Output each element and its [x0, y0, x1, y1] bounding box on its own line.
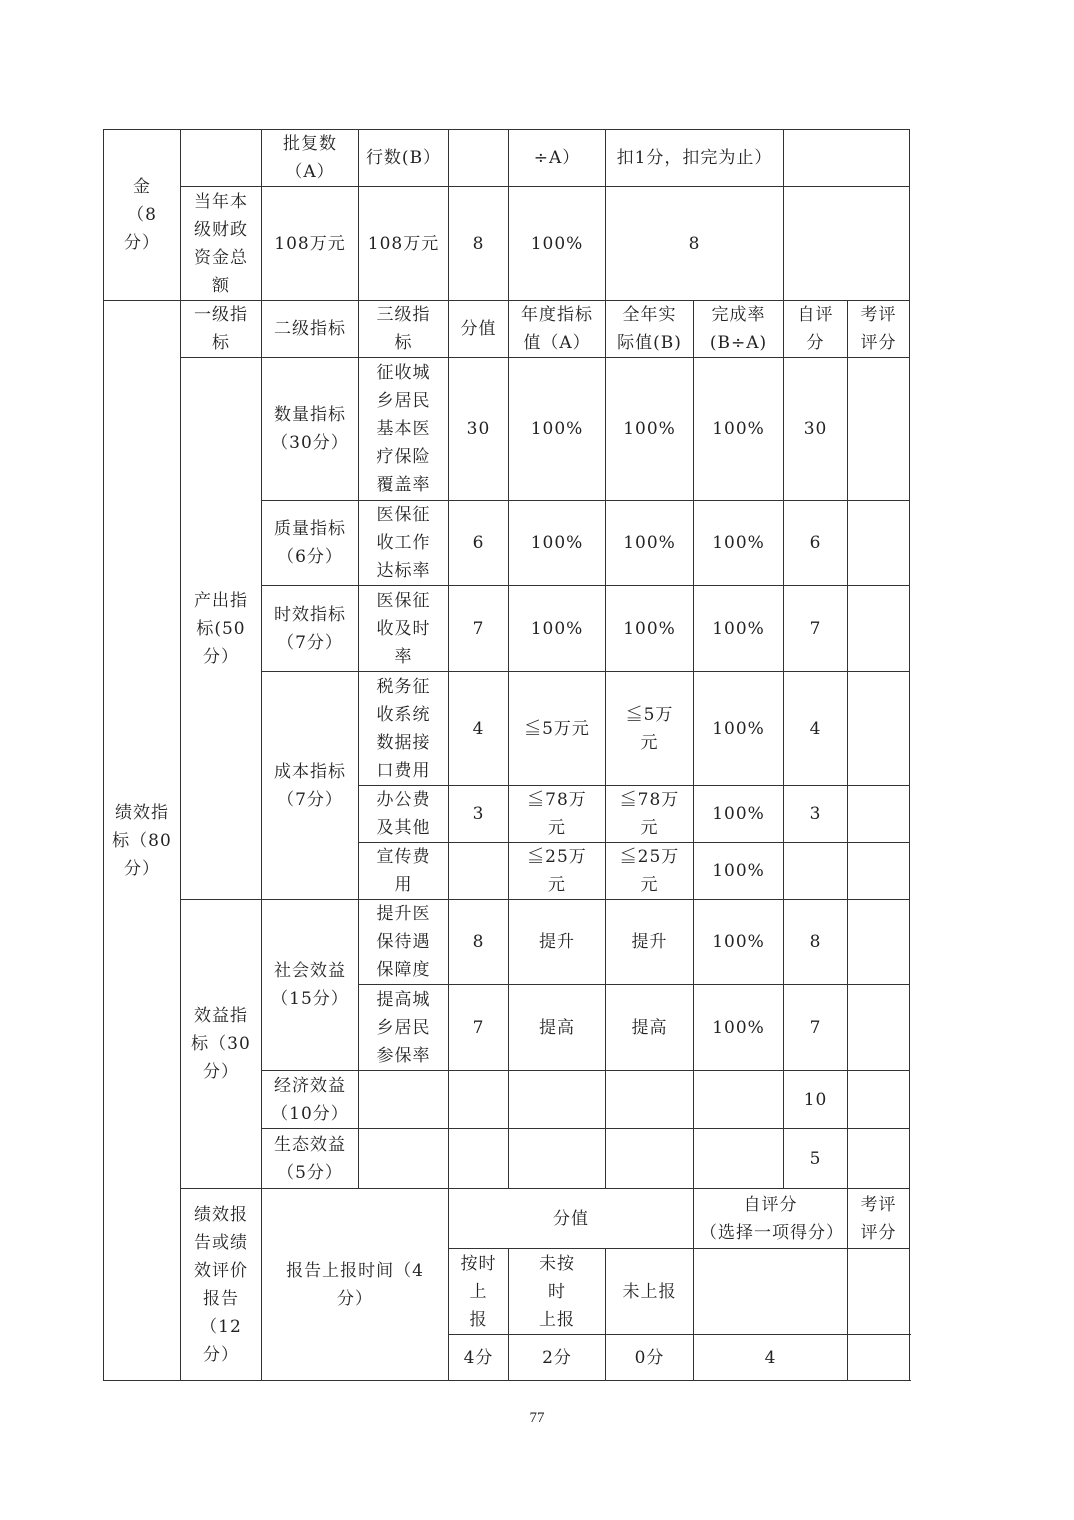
fund-header-approved: 批复数 （A） [262, 130, 359, 187]
indicator-name: 提升医 保待遇 保障度 [359, 900, 449, 985]
indicator-score: 8 [449, 900, 509, 985]
indicator-rate: 100% [694, 501, 784, 586]
report-score-ontime: 4分 [449, 1335, 509, 1381]
cost-indicator-label: 成本指标 （7分） [262, 672, 359, 900]
indicator-self: 6 [784, 501, 848, 586]
economic-benefit-label: 经济效益 （10分） [262, 1071, 359, 1129]
report-self-header: 自评分 （选择一项得分） [694, 1189, 848, 1249]
indicator-score: 7 [449, 586, 509, 672]
indicator-review [848, 672, 910, 786]
indicator-name: 征收城 乡居民 基本医 疗保险 覆盖率 [359, 358, 449, 501]
indicator-rate: 100% [694, 985, 784, 1071]
report-review-header: 考评 评分 [848, 1189, 910, 1249]
indicator-score: 30 [449, 358, 509, 501]
indicator-target: 100% [509, 501, 606, 586]
indicator-review [848, 900, 910, 985]
perf-header-score: 分值 [449, 301, 509, 358]
indicator-review [848, 985, 910, 1071]
indicator-target: 100% [509, 586, 606, 672]
indicator-review [848, 501, 910, 586]
indicator-review [848, 786, 910, 843]
report-option-late: 未按 时 上报 [509, 1249, 606, 1335]
report-option-none: 未上报 [606, 1249, 694, 1335]
output-indicator-label: 产出指 标(50 分） [181, 358, 262, 900]
report-section-label: 绩效报 告或绩 效评价 报告 （12 分） [181, 1189, 262, 1381]
empty-cell [359, 1071, 449, 1129]
indicator-actual: 100% [606, 358, 694, 501]
fund-header-ratio: ÷A） [509, 130, 606, 187]
perf-header-self: 自评 分 [784, 301, 848, 358]
quality-indicator-label: 质量指标 （6分） [262, 501, 359, 586]
indicator-self: 30 [784, 358, 848, 501]
indicator-actual: 提升 [606, 900, 694, 985]
indicator-rate: 100% [694, 672, 784, 786]
report-item-label: 报告上报时间（4 分） [262, 1189, 449, 1381]
perf-header-level1: 一级指 标 [181, 301, 262, 358]
indicator-target: 提升 [509, 900, 606, 985]
fund-header-review [784, 130, 910, 187]
fund-header-score [449, 130, 509, 187]
empty-cell [449, 1129, 509, 1189]
report-score-none: 0分 [606, 1335, 694, 1381]
fund-row-rate: 100% [509, 187, 606, 301]
indicator-self: 3 [784, 786, 848, 843]
evaluation-table [103, 129, 910, 1381]
report-self-score: 4 [694, 1335, 848, 1381]
indicator-actual: ≦25万 元 [606, 843, 694, 900]
empty-cell [848, 1129, 910, 1189]
indicator-name: 办公费 及其他 [359, 786, 449, 843]
report-score-header: 分值 [449, 1189, 694, 1249]
indicator-self: 4 [784, 672, 848, 786]
perf-header-rate: 完成率 (B÷A) [694, 301, 784, 358]
indicator-target: ≦25万 元 [509, 843, 606, 900]
indicator-actual: 100% [606, 586, 694, 672]
fund-row-self: 8 [606, 187, 784, 301]
indicator-target: ≦5万元 [509, 672, 606, 786]
empty-cell [606, 1071, 694, 1129]
perf-header-level2: 二级指标 [262, 301, 359, 358]
indicator-rate: 100% [694, 358, 784, 501]
ecological-benefit-self: 5 [784, 1129, 848, 1189]
perf-header-level3: 三级指 标 [359, 301, 449, 358]
indicator-target: ≦78万 元 [509, 786, 606, 843]
fund-header-executed: 行数(B） [359, 130, 449, 187]
indicator-self [784, 843, 848, 900]
empty-cell [848, 1335, 910, 1381]
indicator-review [848, 358, 910, 501]
empty-cell [694, 1071, 784, 1129]
indicator-target: 提高 [509, 985, 606, 1071]
indicator-review [848, 586, 910, 672]
ecological-benefit-label: 生态效益 （5分） [262, 1129, 359, 1189]
fund-header-blank [181, 130, 262, 187]
empty-cell [509, 1129, 606, 1189]
indicator-rate: 100% [694, 900, 784, 985]
empty-cell [359, 1129, 449, 1189]
empty-cell [848, 1249, 910, 1335]
indicator-self: 8 [784, 900, 848, 985]
fund-row-review [784, 187, 910, 301]
indicator-score: 6 [449, 501, 509, 586]
indicator-self: 7 [784, 985, 848, 1071]
fund-header-rule: 扣1分，扣完为止） [606, 130, 784, 187]
indicator-actual: ≦78万 元 [606, 786, 694, 843]
fund-section-label: 金 （8 分） [104, 130, 181, 301]
economic-benefit-self: 10 [784, 1071, 848, 1129]
indicator-self: 7 [784, 586, 848, 672]
quantity-indicator-label: 数量指标 （30分） [262, 358, 359, 501]
indicator-actual: 提高 [606, 985, 694, 1071]
indicator-name: 宣传费 用 [359, 843, 449, 900]
indicator-name: 医保征 收工作 达标率 [359, 501, 449, 586]
benefit-indicator-label: 效益指 标（30 分） [181, 900, 262, 1189]
fund-row-approved: 108万元 [262, 187, 359, 301]
empty-cell [694, 1129, 784, 1189]
empty-cell [606, 1129, 694, 1189]
fund-row-name: 当年本 级财政 资金总 额 [181, 187, 262, 301]
indicator-score: 7 [449, 985, 509, 1071]
timeliness-indicator-label: 时效指标 （7分） [262, 586, 359, 672]
fund-row-score: 8 [449, 187, 509, 301]
perf-section-label: 绩效指 标（80 分） [104, 301, 181, 1381]
report-score-late: 2分 [509, 1335, 606, 1381]
indicator-name: 提高城 乡居民 参保率 [359, 985, 449, 1071]
indicator-rate: 100% [694, 586, 784, 672]
fund-row-executed: 108万元 [359, 187, 449, 301]
empty-cell [509, 1071, 606, 1129]
indicator-name: 税务征 收系统 数据接 口费用 [359, 672, 449, 786]
indicator-score [449, 843, 509, 900]
indicator-review [848, 843, 910, 900]
perf-header-review: 考评 评分 [848, 301, 910, 358]
indicator-score: 3 [449, 786, 509, 843]
empty-cell [694, 1249, 848, 1335]
indicator-name: 医保征 收及时 率 [359, 586, 449, 672]
empty-cell [848, 1071, 910, 1129]
empty-cell [449, 1071, 509, 1129]
social-benefit-label: 社会效益 （15分） [262, 900, 359, 1071]
indicator-actual: 100% [606, 501, 694, 586]
perf-header-target: 年度指标 值（A） [509, 301, 606, 358]
indicator-rate: 100% [694, 786, 784, 843]
indicator-target: 100% [509, 358, 606, 501]
page-number: 77 [529, 1410, 545, 1426]
indicator-actual: ≦5万 元 [606, 672, 694, 786]
perf-header-actual: 全年实 际值(B) [606, 301, 694, 358]
indicator-score: 4 [449, 672, 509, 786]
indicator-rate: 100% [694, 843, 784, 900]
report-option-ontime: 按时上 报 [449, 1249, 509, 1335]
